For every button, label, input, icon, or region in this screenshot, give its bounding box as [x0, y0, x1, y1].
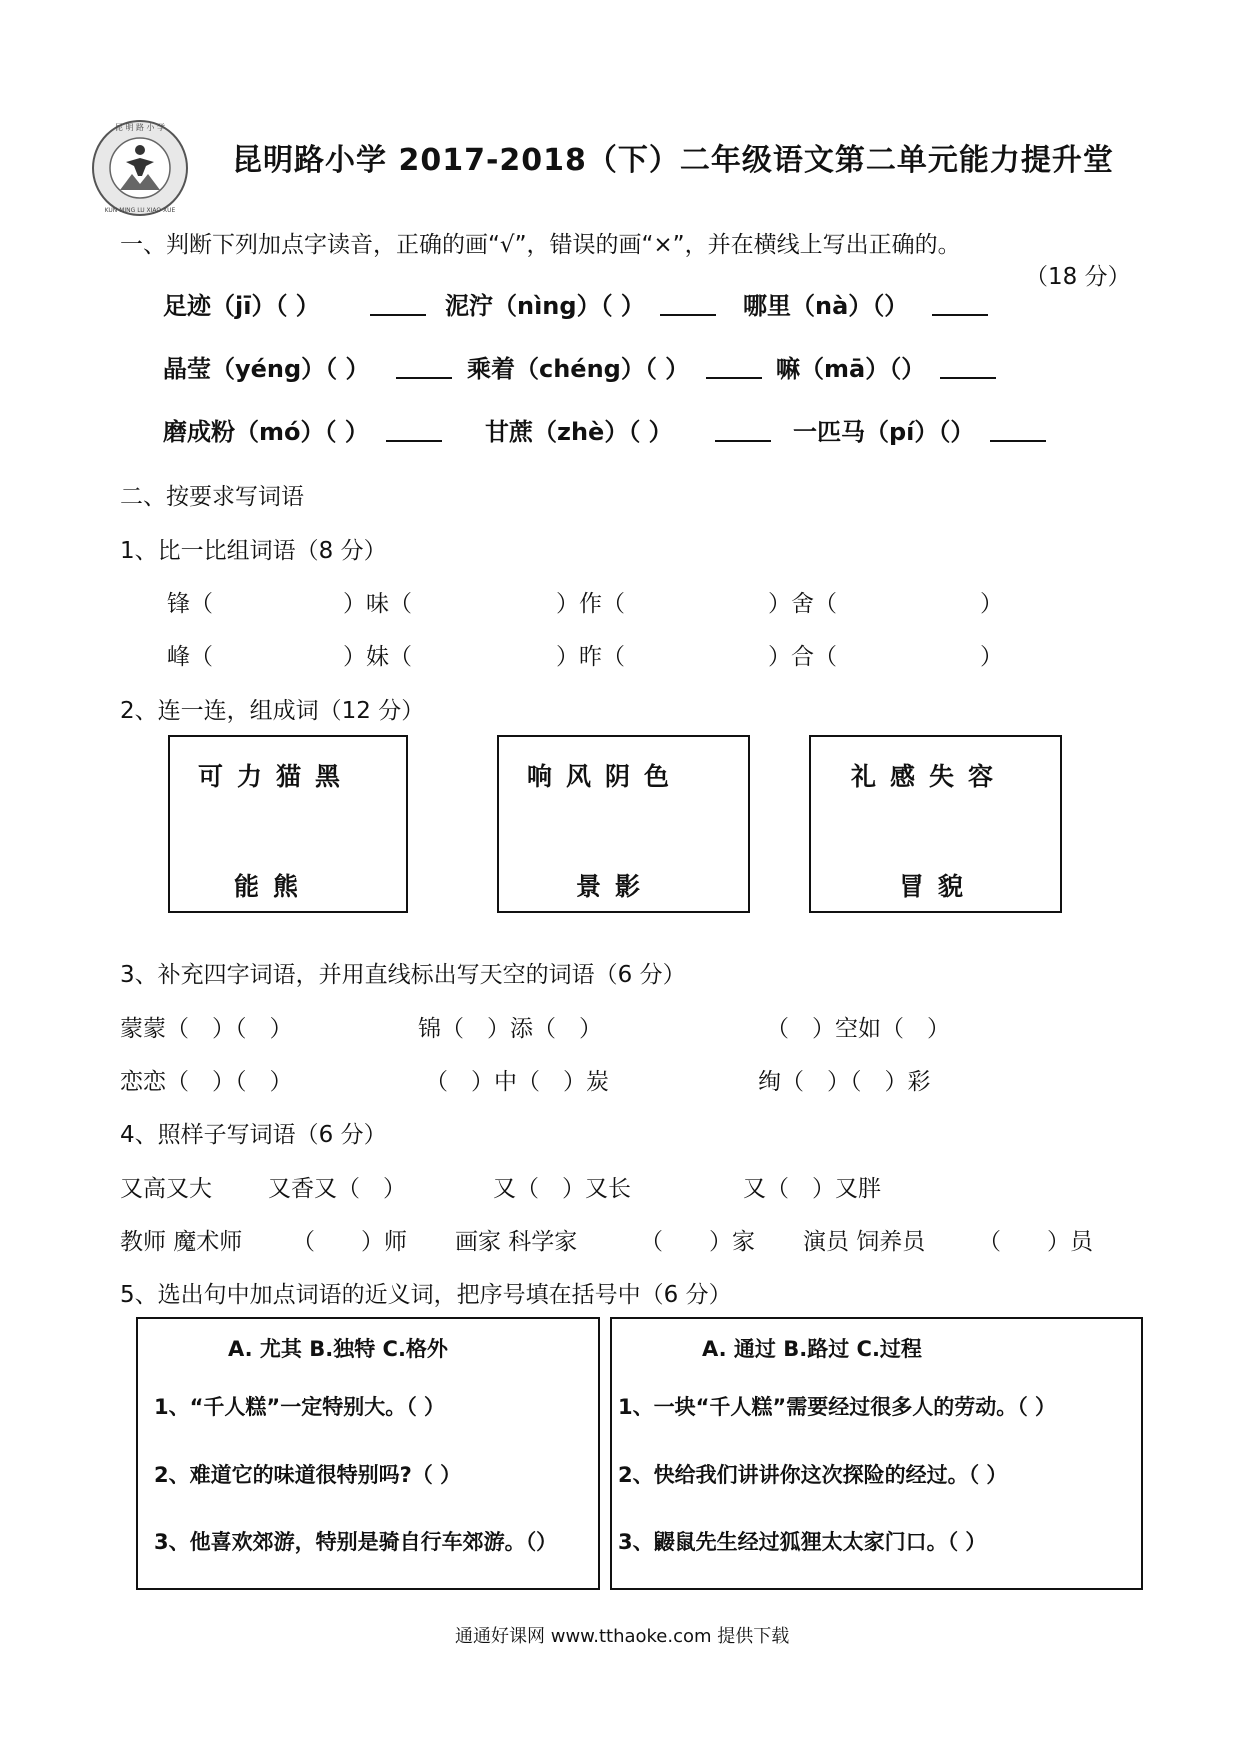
answer-line[interactable] — [932, 292, 988, 320]
q3-r2-a: 恋恋（ ）（ ） — [120, 1069, 293, 1095]
school-logo — [90, 118, 190, 218]
match-box-1[interactable] — [168, 735, 408, 913]
match-box-2-bottom: 景影 — [576, 872, 655, 901]
q4-r2-b: （ ）师 — [292, 1229, 407, 1255]
answer-line[interactable] — [660, 292, 716, 320]
q5-heading: 5、选出句中加点词语的近义词，把序号填在括号中（6 分） — [120, 1282, 732, 1308]
synonym-box-right — [610, 1317, 1143, 1590]
q1-r1-d: ）舍（ — [768, 591, 837, 617]
section1-score: （18 分） — [1025, 264, 1131, 290]
answer-line[interactable] — [706, 355, 762, 383]
match-box-2-top: 响风阴色 — [527, 762, 684, 791]
match-box-1-bottom: 能熊 — [234, 872, 313, 901]
section1-heading: 一、判断下列加点字读音，正确的画“√”，错误的画“×”，并在横线上写出正确的。 — [120, 232, 961, 258]
q2-heading: 2、连一连，组成词（12 分） — [120, 698, 425, 724]
s1-item-3-2: 甘蔗（zhè）（ ） — [485, 418, 673, 446]
right-item-3[interactable]: 3、鼹鼠先生经过狐狸太太家门口。（ ） — [618, 1530, 987, 1554]
match-box-3[interactable] — [809, 735, 1062, 913]
svg-text:昆 明 路 小 学: 昆 明 路 小 学 — [114, 123, 166, 132]
q3-r1-a: 蒙蒙（ ）（ ） — [120, 1016, 293, 1042]
q4-r2-d: （ ）家 — [640, 1229, 755, 1255]
q1-r2-e: ） — [980, 644, 1003, 670]
left-item-2[interactable]: 2、难道它的味道很特别吗?（ ） — [154, 1463, 462, 1487]
s1-item-2-1: 晶莹（yéng）（ ） — [163, 355, 370, 383]
q4-r2-f: （ ）员 — [978, 1229, 1093, 1255]
s1-item-3-3: 一匹马（pí）（） — [793, 418, 975, 446]
answer-line[interactable] — [940, 355, 996, 383]
s1-item-3-1: 磨成粉（mó）（ ） — [163, 418, 369, 446]
q3-heading: 3、补充四字词语，并用直线标出写天空的词语（6 分） — [120, 962, 686, 988]
q4-r1-a: 又高又大 — [120, 1176, 212, 1202]
left-options: A. 尤其 B.独特 C.格外 — [228, 1337, 448, 1361]
left-item-3[interactable]: 3、他喜欢郊游，特别是骑自行车郊游。（） — [154, 1530, 558, 1554]
right-options: A. 通过 B.路过 C.过程 — [702, 1337, 922, 1361]
s1-item-1-2: 泥泞（nìng）（ ） — [445, 292, 645, 320]
q3-r1-b: 锦（ ）添（ ） — [418, 1016, 602, 1042]
q3-r2-c: 绚（ ）（ ）彩 — [758, 1069, 931, 1095]
q4-r2-a: 教师 魔术师 — [120, 1229, 243, 1255]
q1-r1-a: 锋（ — [167, 591, 213, 617]
q4-r1-b: 又香又（ ） — [268, 1176, 406, 1202]
q1-r2-c: ）昨（ — [556, 644, 625, 670]
left-item-1[interactable]: 1、“千人糕”一定特别大。（ ） — [154, 1395, 446, 1419]
q4-heading: 4、照样子写词语（6 分） — [120, 1122, 387, 1148]
q4-r1-c: 又（ ）又长 — [493, 1176, 631, 1202]
right-item-1[interactable]: 1、一块“千人糕”需要经过很多人的劳动。（ ） — [618, 1395, 1057, 1419]
match-box-3-bottom: 冒貌 — [899, 872, 978, 901]
q1-r1-c: ）作（ — [556, 591, 625, 617]
q3-r1-c: （ ）空如（ ） — [766, 1016, 950, 1042]
match-box-3-top: 礼感失容 — [851, 762, 1008, 791]
svg-text:KUN MING LU XIAO XUE: KUN MING LU XIAO XUE — [104, 207, 176, 214]
q1-r2-d: ）合（ — [768, 644, 837, 670]
q4-r1-d: 又（ ）又胖 — [743, 1176, 881, 1202]
synonym-box-left — [136, 1317, 600, 1590]
q1-r2-b: ）妹（ — [343, 644, 412, 670]
answer-line[interactable] — [990, 418, 1046, 446]
q1-heading: 1、比一比组词语（8 分） — [120, 538, 387, 564]
right-item-2[interactable]: 2、快给我们讲讲你这次探险的经过。（ ） — [618, 1463, 1008, 1487]
s1-item-1-1: 足迹（jī）（ ） — [163, 292, 320, 320]
footer-credit: 通通好课网 www.tthaoke.com 提供下载 — [455, 1626, 790, 1647]
answer-line[interactable] — [715, 418, 771, 446]
q1-r2-a: 峰（ — [167, 644, 213, 670]
s1-item-1-3: 哪里（nà）（） — [743, 292, 909, 320]
answer-line[interactable] — [396, 355, 452, 383]
match-box-2[interactable] — [497, 735, 750, 913]
s1-item-2-2: 乘着（chéng）（ ） — [467, 355, 690, 383]
s1-item-2-3: 嘛（mā）（） — [776, 355, 926, 383]
match-box-1-top: 可力猫黑 — [198, 762, 355, 791]
q4-r2-e: 演员 饲养员 — [803, 1229, 926, 1255]
q3-r2-b: （ ）中（ ）炭 — [425, 1069, 609, 1095]
q1-r1-e: ） — [980, 591, 1003, 617]
q1-r1-b: ）味（ — [343, 591, 412, 617]
section2-heading: 二、按要求写词语 — [120, 484, 304, 510]
answer-line[interactable] — [386, 418, 442, 446]
q4-r2-c: 画家 科学家 — [455, 1229, 578, 1255]
page-title: 昆明路小学 2017-2018（下）二年级语文第二单元能力提升堂 — [232, 143, 1114, 178]
answer-line[interactable] — [370, 292, 426, 320]
